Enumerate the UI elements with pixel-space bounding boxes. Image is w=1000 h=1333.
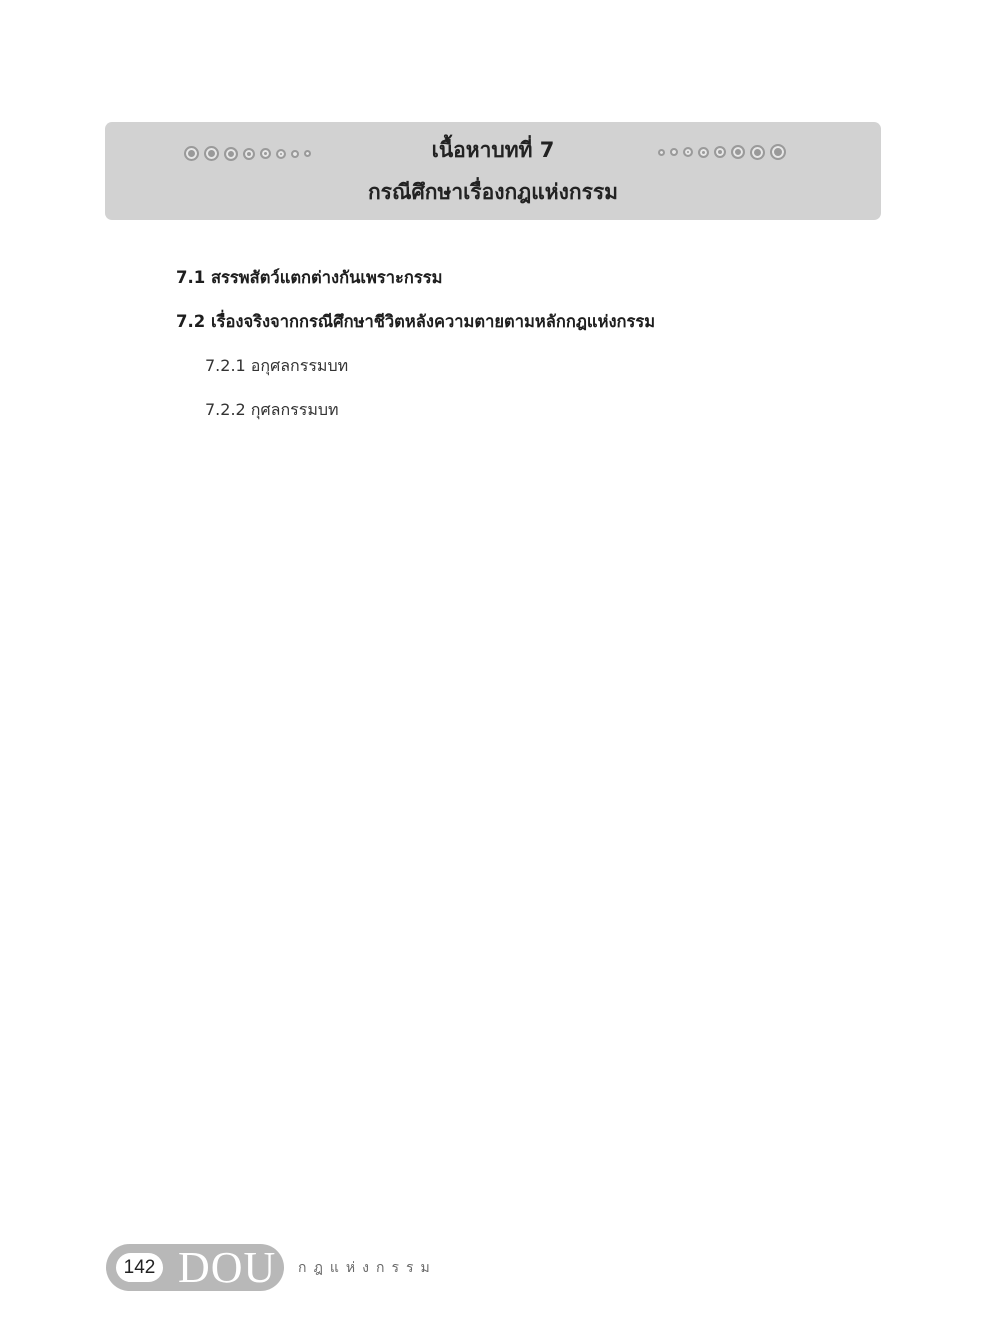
dot-icon (698, 147, 709, 158)
decorative-dots-right (658, 144, 786, 160)
dot-icon (770, 144, 786, 160)
dot-icon (658, 149, 665, 156)
table-of-contents (176, 264, 876, 440)
dou-logo: DOU (178, 1243, 277, 1292)
chapter-header (105, 122, 881, 220)
chapter-subtitle: กรณีศึกษาเรื่องกฎแห่งกรรม (367, 180, 619, 204)
dot-icon (714, 146, 726, 158)
chapter-title: เนื้อหาบทที่ 7 (431, 138, 555, 162)
toc-section-7-1: 7.1 สรรพสัตว์แตกต่างกันเพราะกรรม (176, 268, 443, 287)
running-title: กฎแห่งกรรม (298, 1260, 437, 1276)
dot-icon (750, 145, 765, 160)
dot-icon (683, 147, 693, 157)
footer-badge (106, 1244, 284, 1291)
toc-section-7-2: 7.2 เรื่องจริงจากกรณีศึกษาชีวิตหลังความตายตามหลักกฎแห่งกรรม (176, 312, 656, 331)
dot-icon (670, 148, 678, 156)
toc-subsection-7-2-2: 7.2.2 กุศลกรรมบท (205, 400, 339, 419)
page-number: 142 (116, 1253, 163, 1282)
dot-icon (731, 145, 745, 159)
toc-subsection-7-2-1: 7.2.1 อกุศลกรรมบท (205, 356, 349, 375)
